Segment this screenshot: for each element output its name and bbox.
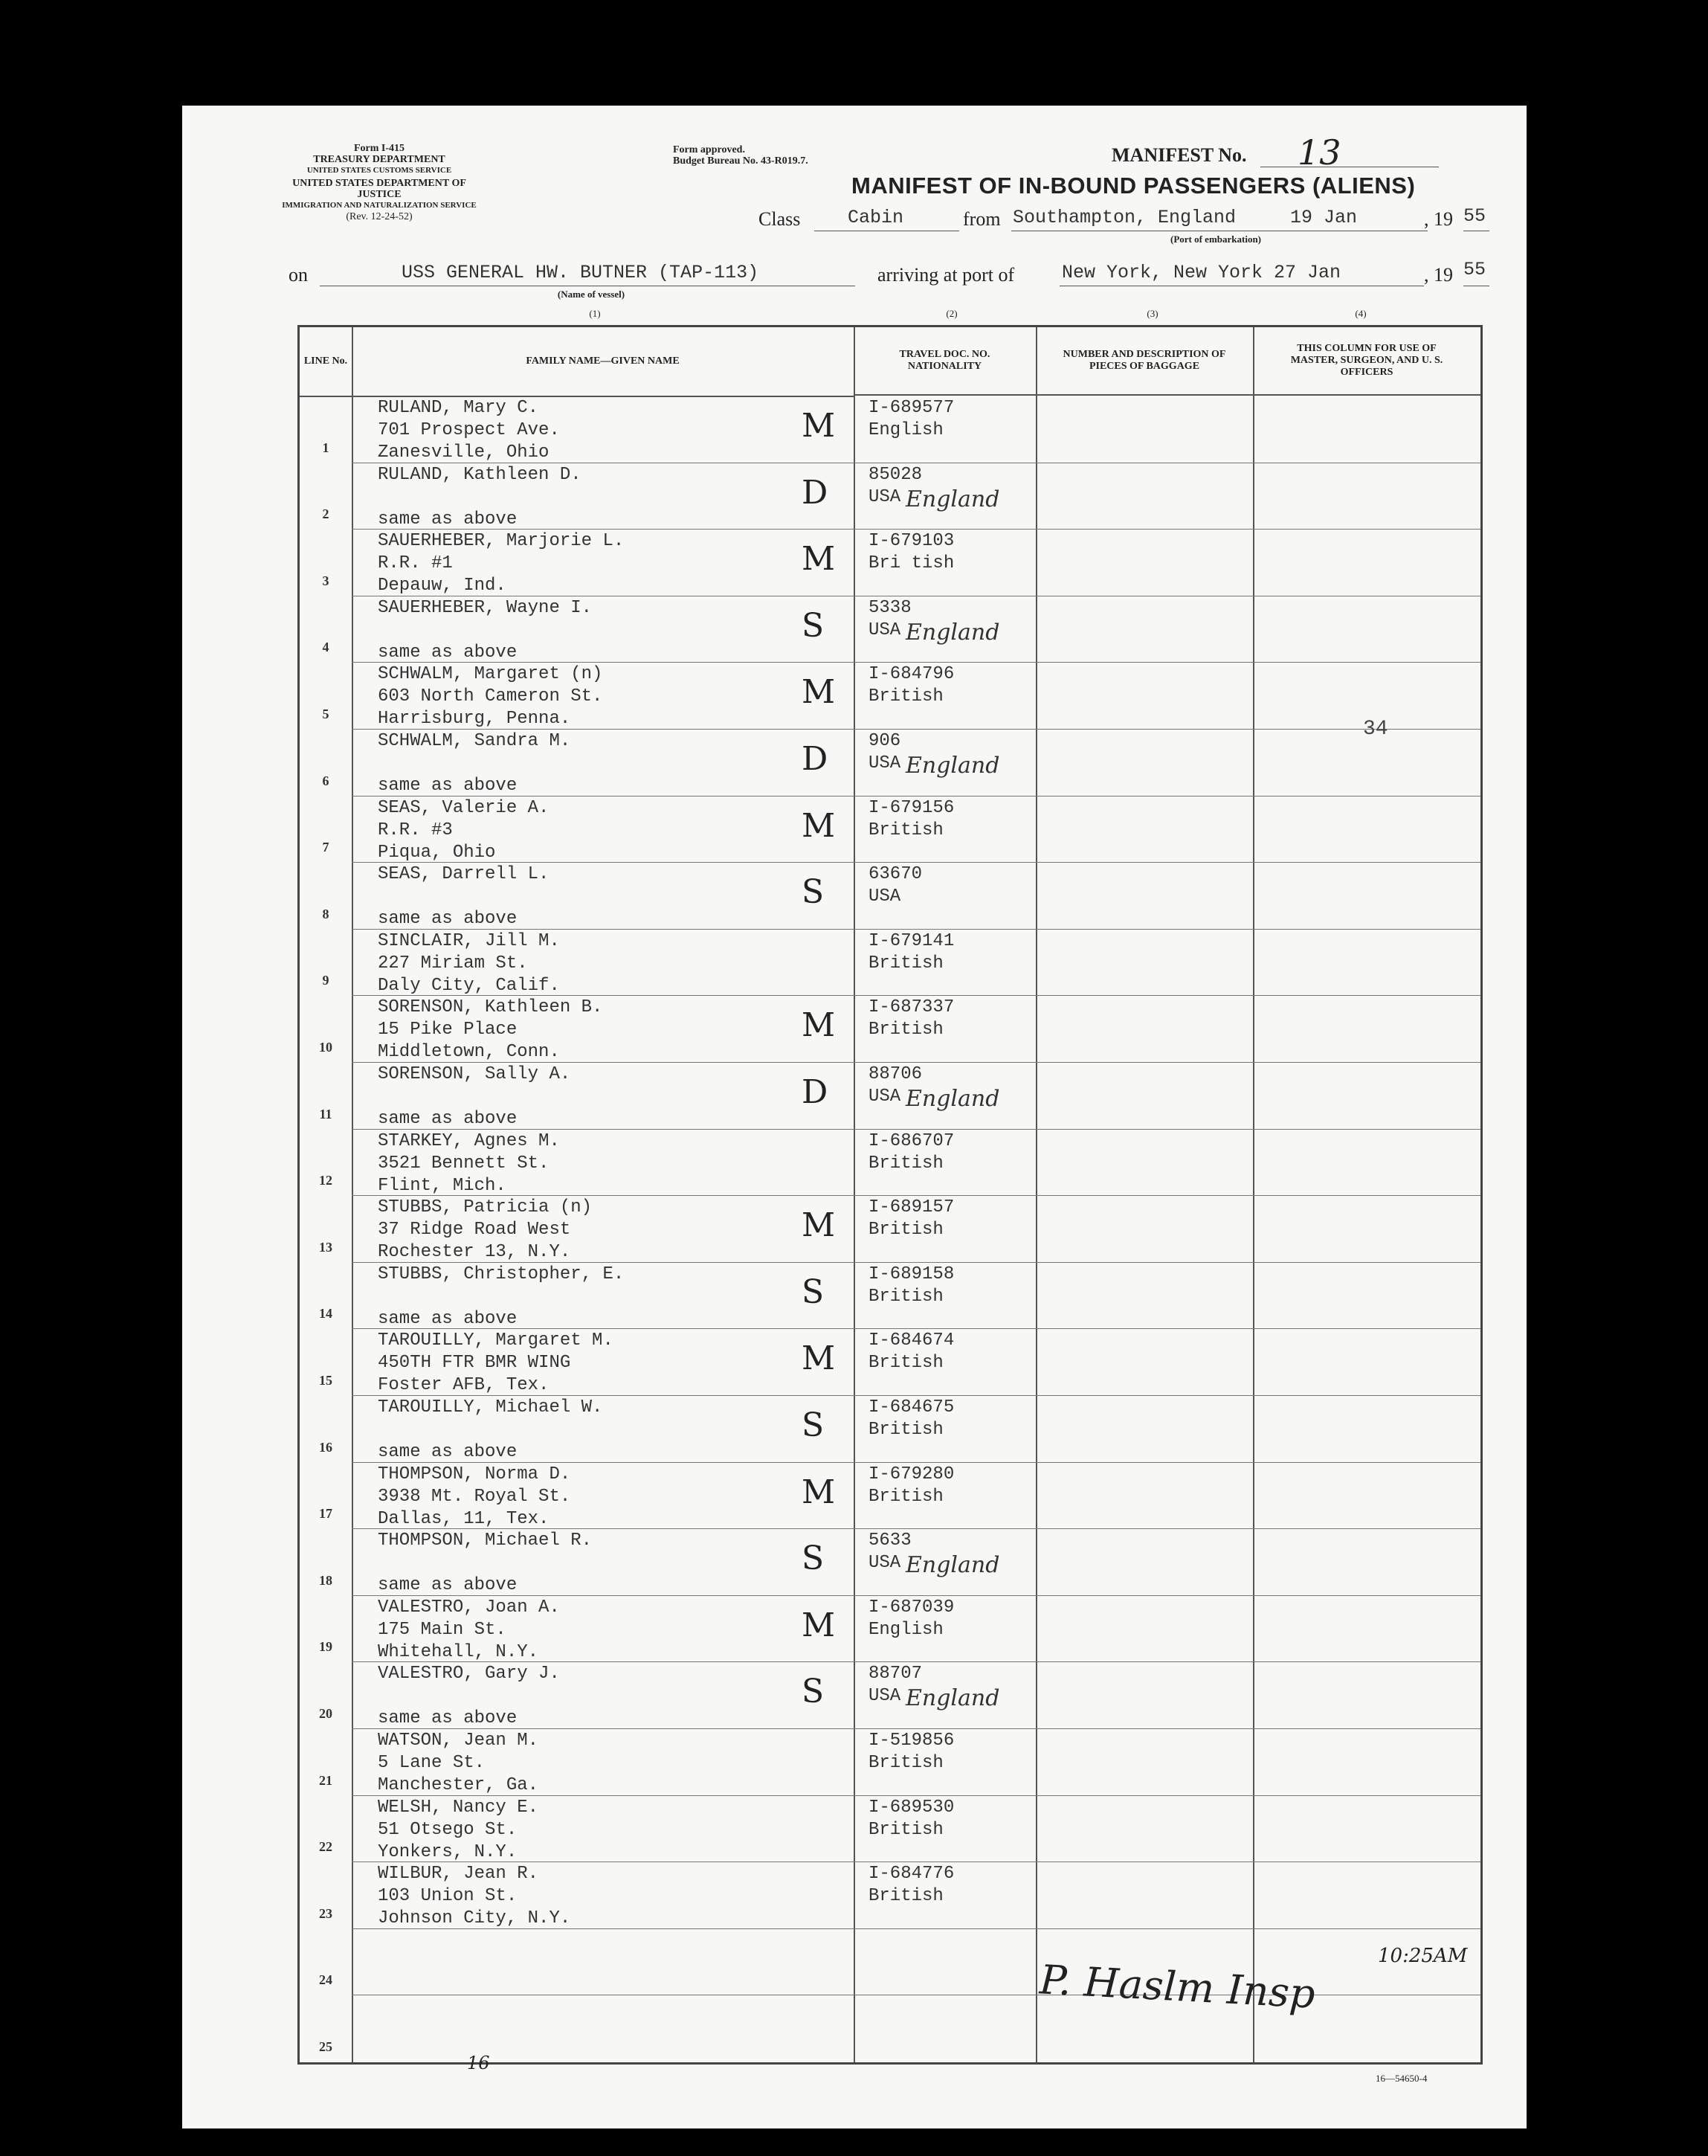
line-number: 24 xyxy=(319,1972,332,1988)
travel-doc: I-519856 British xyxy=(868,1731,955,1773)
line-number: 15 xyxy=(319,1373,332,1388)
line-number: 6 xyxy=(322,773,329,788)
passenger-name: STUBBS, Patricia (n) 37 Ridge Road West Rochester 13, N.Y. xyxy=(378,1197,593,1263)
relationship-mark: M xyxy=(802,1006,836,1045)
line-number: 10 xyxy=(319,1040,332,1055)
passenger-name: WELSH, Nancy E. 51 Otsego St. Yonkers, N.Y. xyxy=(378,1797,539,1862)
travel-doc: 63670 USA xyxy=(868,864,923,907)
travel-doc: I-684675 British xyxy=(868,1397,955,1440)
relationship-mark: D xyxy=(802,1073,828,1111)
travel-doc: I-684674 British xyxy=(868,1330,955,1374)
from-field xyxy=(1011,207,1428,231)
relationship-mark: M xyxy=(802,1606,836,1644)
from-label: from xyxy=(963,208,1001,230)
travel-doc: I-679156 British xyxy=(868,797,955,840)
header-officers: THIS COLUMN FOR USE OF MASTER, SURGEON, AND U. S. OFFICERS xyxy=(1253,327,1480,396)
line-number: 7 xyxy=(322,840,329,855)
travel-doc: 85028 USA xyxy=(868,464,923,507)
passenger-name: THOMPSON, Michael R. same as above xyxy=(378,1531,593,1596)
relationship-mark: S xyxy=(802,873,825,912)
line-number: 19 xyxy=(319,1639,332,1655)
header-name: FAMILY NAME—GIVEN NAME xyxy=(352,327,854,397)
line-number: 12 xyxy=(319,1173,332,1188)
passenger-name: RULAND, Mary C. 701 Prospect Ave. Zanesville, Ohio xyxy=(378,398,560,463)
line-number: 18 xyxy=(319,1572,332,1588)
passenger-name: SORENSON, Kathleen B. 15 Pike Place Middletown, Conn. xyxy=(378,997,603,1063)
travel-doc: 5338 USA xyxy=(868,597,912,640)
relationship-mark: S xyxy=(802,1406,825,1444)
travel-doc: 88707 USA xyxy=(868,1664,923,1707)
travel-doc: I-689158 British xyxy=(868,1264,955,1307)
passenger-name: STUBBS, Christopher, E. same as above xyxy=(378,1264,625,1329)
line-number: 21 xyxy=(319,1772,332,1788)
justice-dept: UNITED STATES DEPARTMENT OF JUSTICE xyxy=(292,178,466,200)
col-number-4: (4) xyxy=(1355,308,1367,319)
arrival-year: 55 xyxy=(1463,259,1486,280)
from-year-prefix: , 19 xyxy=(1424,208,1453,230)
form-id-block xyxy=(271,143,487,222)
travel-doc: I-684796 British xyxy=(868,664,955,707)
ins-service: IMMIGRATION AND NATURALIZATION SERVICE xyxy=(282,201,477,210)
line-number: 23 xyxy=(319,1905,332,1921)
budget-bureau: Budget Bureau No. 43-R019.7. xyxy=(673,155,808,167)
vessel-note: (Name of vessel) xyxy=(557,289,625,300)
arrival-field xyxy=(1060,260,1424,286)
class-field xyxy=(814,207,959,231)
passenger-name: SCHWALM, Sandra M. same as above xyxy=(378,731,571,796)
travel-doc: I-689157 British xyxy=(868,1197,955,1240)
header-travel-doc: TRAVEL DOC. NO. NATIONALITY xyxy=(854,327,1036,396)
passenger-name: SCHWALM, Margaret (n) 603 North Cameron St. Harrisburg, Penna. xyxy=(378,664,603,730)
approval-block xyxy=(673,144,808,167)
passenger-name: SEAS, Valerie A. R.R. #3 Piqua, Ohio xyxy=(378,797,550,863)
passenger-name: STARKEY, Agnes M. 3521 Bennett St. Flint, Mich. xyxy=(378,1130,560,1196)
travel-doc: I-687039 English xyxy=(868,1597,955,1640)
travel-doc: I-689530 British xyxy=(868,1797,955,1840)
passenger-name: SORENSON, Sally A. same as above xyxy=(378,1064,571,1129)
margin-note: 16 xyxy=(467,2053,490,2073)
manifest-number: 13 xyxy=(1298,132,1341,173)
relationship-mark: M xyxy=(802,540,836,579)
passenger-name: VALESTRO, Joan A. 175 Main St. Whitehall, N.Y. xyxy=(378,1597,560,1662)
officer-count: 34 xyxy=(1363,718,1388,741)
revision: (Rev. 12-24-52) xyxy=(346,211,413,222)
line-number: 9 xyxy=(322,973,329,988)
travel-doc: I-687337 British xyxy=(868,997,955,1040)
line-number: 14 xyxy=(319,1306,332,1322)
from-year: 55 xyxy=(1463,205,1486,227)
line-number: 13 xyxy=(319,1239,332,1255)
line-number: 22 xyxy=(319,1839,332,1855)
class-label: Class xyxy=(758,208,801,230)
passenger-name: SINCLAIR, Jill M. 227 Miriam St. Daly City, Calif. xyxy=(378,930,560,996)
manifest-label: MANIFEST No. xyxy=(1112,144,1247,166)
passenger-name: TAROUILLY, Margaret M. 450TH FTR BMR WING Foster AFB, Tex. xyxy=(378,1330,613,1396)
arriving-label: arriving at port of xyxy=(877,264,1015,286)
customs-service: UNITED STATES CUSTOMS SERVICE xyxy=(306,166,452,175)
travel-doc: 5633 USA xyxy=(868,1531,912,1574)
relationship-mark: M xyxy=(802,1206,836,1245)
relationship-mark: S xyxy=(802,1673,825,1711)
form-approved: Form approved. xyxy=(673,144,745,155)
manifest-page xyxy=(182,106,1527,2128)
line-number: 20 xyxy=(319,1706,332,1721)
class-value: Cabin xyxy=(848,207,904,228)
col-number-1: (1) xyxy=(589,308,601,319)
travel-doc: I-689577 English xyxy=(868,398,955,440)
passenger-name: WATSON, Jean M. 5 Lane St. Manchester, Ga. xyxy=(378,1731,539,1795)
vessel-name: USS GENERAL HW. BUTNER (TAP-113) xyxy=(402,262,759,283)
passenger-name: THOMPSON, Norma D. 3938 Mt. Royal St. Dallas, 11, Tex. xyxy=(378,1464,571,1529)
relationship-mark: M xyxy=(802,673,836,712)
handwritten-note: England xyxy=(906,619,1000,646)
line-number: 16 xyxy=(319,1439,332,1455)
relationship-mark: M xyxy=(802,407,836,445)
arrival-year-field xyxy=(1463,260,1489,286)
vessel-field xyxy=(320,260,855,286)
relationship-mark: M xyxy=(802,806,836,845)
travel-doc: 88706 USA xyxy=(868,1064,923,1107)
line-number: 5 xyxy=(322,707,329,721)
inspection-time: 10:25AM xyxy=(1378,1945,1468,1967)
relationship-mark: S xyxy=(802,606,825,645)
travel-doc: I-686707 British xyxy=(868,1130,955,1174)
line-number: 25 xyxy=(319,2039,332,2054)
line-number: 17 xyxy=(319,1506,332,1522)
passenger-name: TAROUILLY, Michael W. same as above xyxy=(378,1397,603,1462)
handwritten-note: England xyxy=(906,1552,1000,1579)
travel-doc: I-684776 British xyxy=(868,1864,955,1907)
relationship-mark: S xyxy=(802,1539,825,1578)
relationship-mark: D xyxy=(802,473,828,512)
line-number: 2 xyxy=(322,506,329,522)
passenger-name: SAUERHEBER, Wayne I. same as above xyxy=(378,597,593,663)
arrival-year-prefix: , 19 xyxy=(1424,264,1453,286)
on-label: on xyxy=(289,264,308,286)
footer-code: 16—54650-4 xyxy=(1376,2073,1428,2084)
passenger-table xyxy=(297,325,1483,2073)
relationship-mark: D xyxy=(802,740,828,778)
from-port: Southampton, England xyxy=(1013,207,1237,228)
passenger-name: SEAS, Darrell L. same as above xyxy=(378,864,550,930)
col-number-2: (2) xyxy=(946,308,958,319)
relationship-mark: M xyxy=(802,1339,836,1378)
passenger-name: VALESTRO, Gary J. same as above xyxy=(378,1664,560,1729)
col-number-3: (3) xyxy=(1147,308,1158,319)
passenger-name: WILBUR, Jean R. 103 Union St. Johnson City, N.Y. xyxy=(378,1864,571,1929)
line-number: 11 xyxy=(319,1106,332,1122)
travel-doc: 906 USA xyxy=(868,731,901,773)
line-number: 4 xyxy=(322,640,329,655)
line-number: 3 xyxy=(322,573,329,588)
handwritten-note: England xyxy=(906,1685,1000,1712)
port-note: (Port of embarkation) xyxy=(1170,234,1262,245)
travel-doc: I-679103 Bri tish xyxy=(868,531,955,574)
handwritten-note: England xyxy=(906,1086,1000,1112)
travel-doc: I-679141 British xyxy=(868,930,955,974)
handwritten-note: England xyxy=(906,753,1000,779)
passenger-name: SAUERHEBER, Marjorie L. R.R. #1 Depauw, Ind. xyxy=(378,531,625,596)
relationship-mark: S xyxy=(802,1272,825,1311)
travel-doc: I-679280 British xyxy=(868,1464,955,1507)
manifest-number-field xyxy=(1260,132,1439,173)
from-date: 19 Jan xyxy=(1290,207,1358,228)
passenger-name: RULAND, Kathleen D. same as above xyxy=(378,464,581,530)
treasury-dept: TREASURY DEPARTMENT xyxy=(313,154,445,165)
header-line-no: LINE No. xyxy=(300,327,352,397)
relationship-mark: M xyxy=(802,1473,836,1511)
form-title: MANIFEST OF IN-BOUND PASSENGERS (ALIENS) xyxy=(851,173,1416,199)
arrival-port: New York, New York 27 Jan xyxy=(1062,262,1341,283)
line-number: 1 xyxy=(322,440,329,455)
header-baggage: NUMBER AND DESCRIPTION OF PIECES OF BAGGAGE xyxy=(1036,327,1253,396)
handwritten-note: England xyxy=(906,486,1000,512)
inspector-signature: P. Haslm Insp xyxy=(1038,1956,1317,2018)
line-number: 8 xyxy=(322,906,329,921)
form-number: Form I-415 xyxy=(353,143,405,154)
from-year-field xyxy=(1463,207,1489,231)
